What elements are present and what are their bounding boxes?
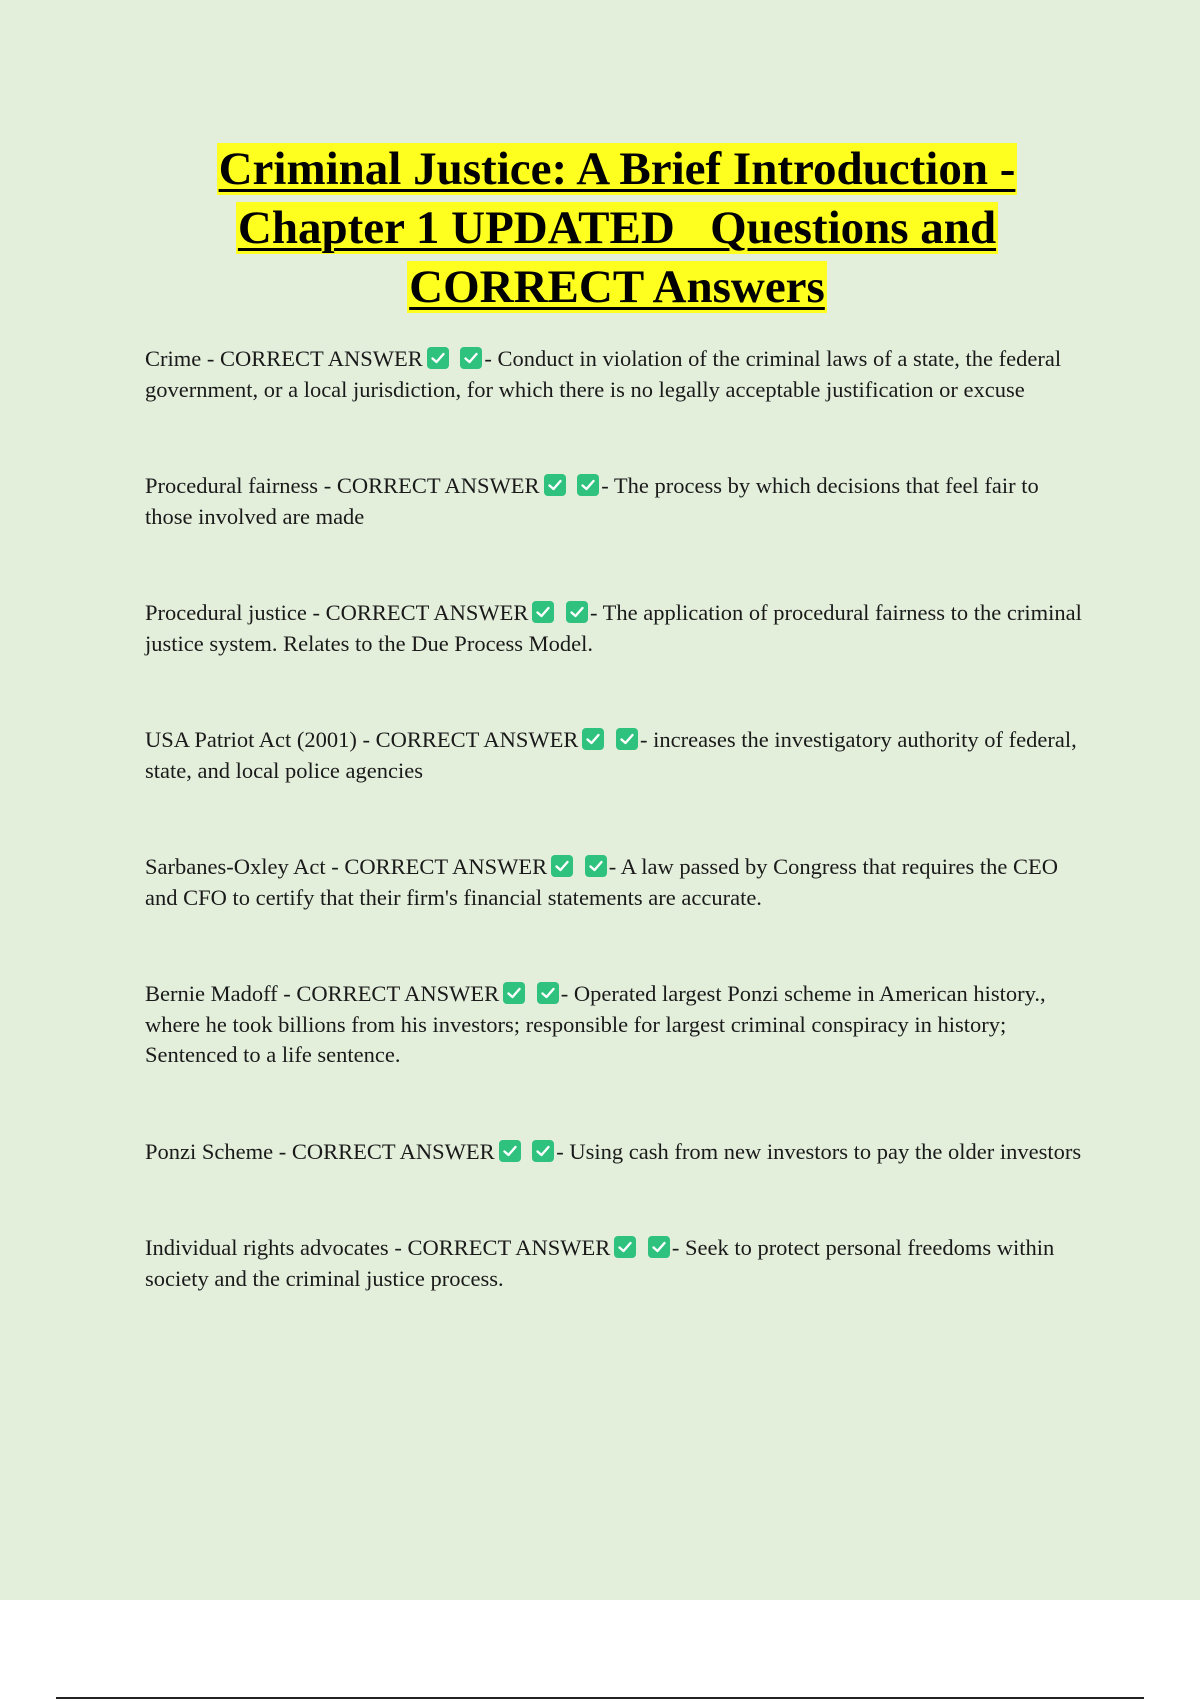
check-box-icon <box>532 601 554 623</box>
qa-definition: A law passed by Congress that requires the CEO and CFO to certify that their firm's financial statements are accurate. <box>145 854 1059 910</box>
document-title <box>120 140 1114 317</box>
qa-term: Individual rights advocates <box>145 1235 389 1260</box>
answer-marker: CORRECT ANSWER <box>220 346 423 371</box>
qa-term: Sarbanes-Oxley Act <box>145 854 326 879</box>
check-box-icon <box>427 347 449 369</box>
qa-item: Ponzi Scheme - CORRECT ANSWER - Using cash from new investors to pay the older investors <box>145 1138 1082 1164</box>
qa-definition: Seek to protect personal freedoms within society and the criminal justice process. <box>145 1235 1055 1291</box>
check-box-icon <box>582 728 604 750</box>
check-box-icon <box>537 982 559 1004</box>
check-box-icon <box>577 474 599 496</box>
answer-marker: CORRECT ANSWER <box>375 727 579 752</box>
title-line: CORRECT Answers <box>409 261 825 313</box>
qa-definition: Using cash from new investors to pay the older investors <box>569 1138 1082 1164</box>
check-box-icon <box>585 855 607 877</box>
qa-term: Bernie Madoff <box>145 981 278 1006</box>
qa-definition: Operated largest Ponzi scheme in American history., where he took billions from his investors; responsible for largest criminal conspiracy in history; Sentenced to a life sentence. <box>145 981 1046 1067</box>
qa-list <box>145 344 1090 1294</box>
qa-item: Bernie Madoff - CORRECT ANSWER - Operated largest Ponzi scheme in American history., where he took billions from his investors; responsible for largest criminal conspiracy in history; Sentenced to a life sentence. <box>145 981 1046 1067</box>
footer-divider <box>56 1697 1144 1699</box>
check-box-icon <box>616 728 638 750</box>
check-box-icon <box>544 474 566 496</box>
answer-marker: CORRECT ANSWER <box>325 600 529 625</box>
qa-definition: The process by which decisions that feel fair to those involved are made <box>145 473 1039 529</box>
answer-marker: CORRECT ANSWER <box>344 854 548 879</box>
check-box-icon <box>566 601 588 623</box>
qa-term: Procedural fairness <box>145 473 319 498</box>
qa-item: Individual rights advocates - CORRECT ANSWER - Seek to protect personal freedoms within society and the criminal justice process. <box>145 1235 1055 1291</box>
check-box-icon <box>532 1140 554 1162</box>
answer-marker: CORRECT ANSWER <box>407 1235 611 1260</box>
qa-item: Sarbanes-Oxley Act - CORRECT ANSWER - A law passed by Congress that requires the CEO and CFO to certify that their firm's financial statements are accurate. <box>145 854 1059 910</box>
qa-definition: The application of procedural fairness to the criminal justice system. Relates to the Due Process Model. <box>145 600 1082 656</box>
check-box-icon <box>460 347 482 369</box>
check-box-icon <box>614 1236 636 1258</box>
check-box-icon <box>499 1140 521 1162</box>
check-box-icon <box>551 855 573 877</box>
qa-term: Procedural justice <box>145 600 307 625</box>
answer-marker: CORRECT ANSWER <box>336 473 540 498</box>
qa-term: USA Patriot Act (2001) <box>145 727 357 752</box>
qa-term: Ponzi Scheme <box>145 1138 274 1164</box>
qa-term: Crime <box>145 346 202 371</box>
answer-marker: CORRECT ANSWER <box>291 1138 495 1164</box>
title-line: Criminal Justice: A Brief Introduction - <box>218 143 1016 195</box>
check-box-icon <box>503 982 525 1004</box>
title-line: Chapter 1 UPDATED Questions and <box>237 202 997 254</box>
qa-item: Crime - CORRECT ANSWER - Conduct in violation of the criminal laws of a state, the federal government, or a local jurisdiction, for which there is no legally acceptable justification or excuse <box>145 346 1062 402</box>
answer-marker: CORRECT ANSWER <box>296 981 500 1006</box>
qa-item: USA Patriot Act (2001) - CORRECT ANSWER - increases the investigatory authority of federal, state, and local police agencies <box>145 727 1077 783</box>
qa-item: Procedural justice - CORRECT ANSWER - The application of procedural fairness to the criminal justice system. Relates to the Due Process Model. <box>145 600 1082 656</box>
check-box-icon <box>648 1236 670 1258</box>
qa-definition: increases the investigatory authority of federal, state, and local police agencies <box>145 727 1077 783</box>
qa-definition: Conduct in violation of the criminal laws of a state, the federal government, or a local jurisdiction, for which there is no legally acceptable justification or excuse <box>145 346 1062 402</box>
qa-item: Procedural fairness - CORRECT ANSWER - The process by which decisions that feel fair to those involved are made <box>145 473 1039 529</box>
